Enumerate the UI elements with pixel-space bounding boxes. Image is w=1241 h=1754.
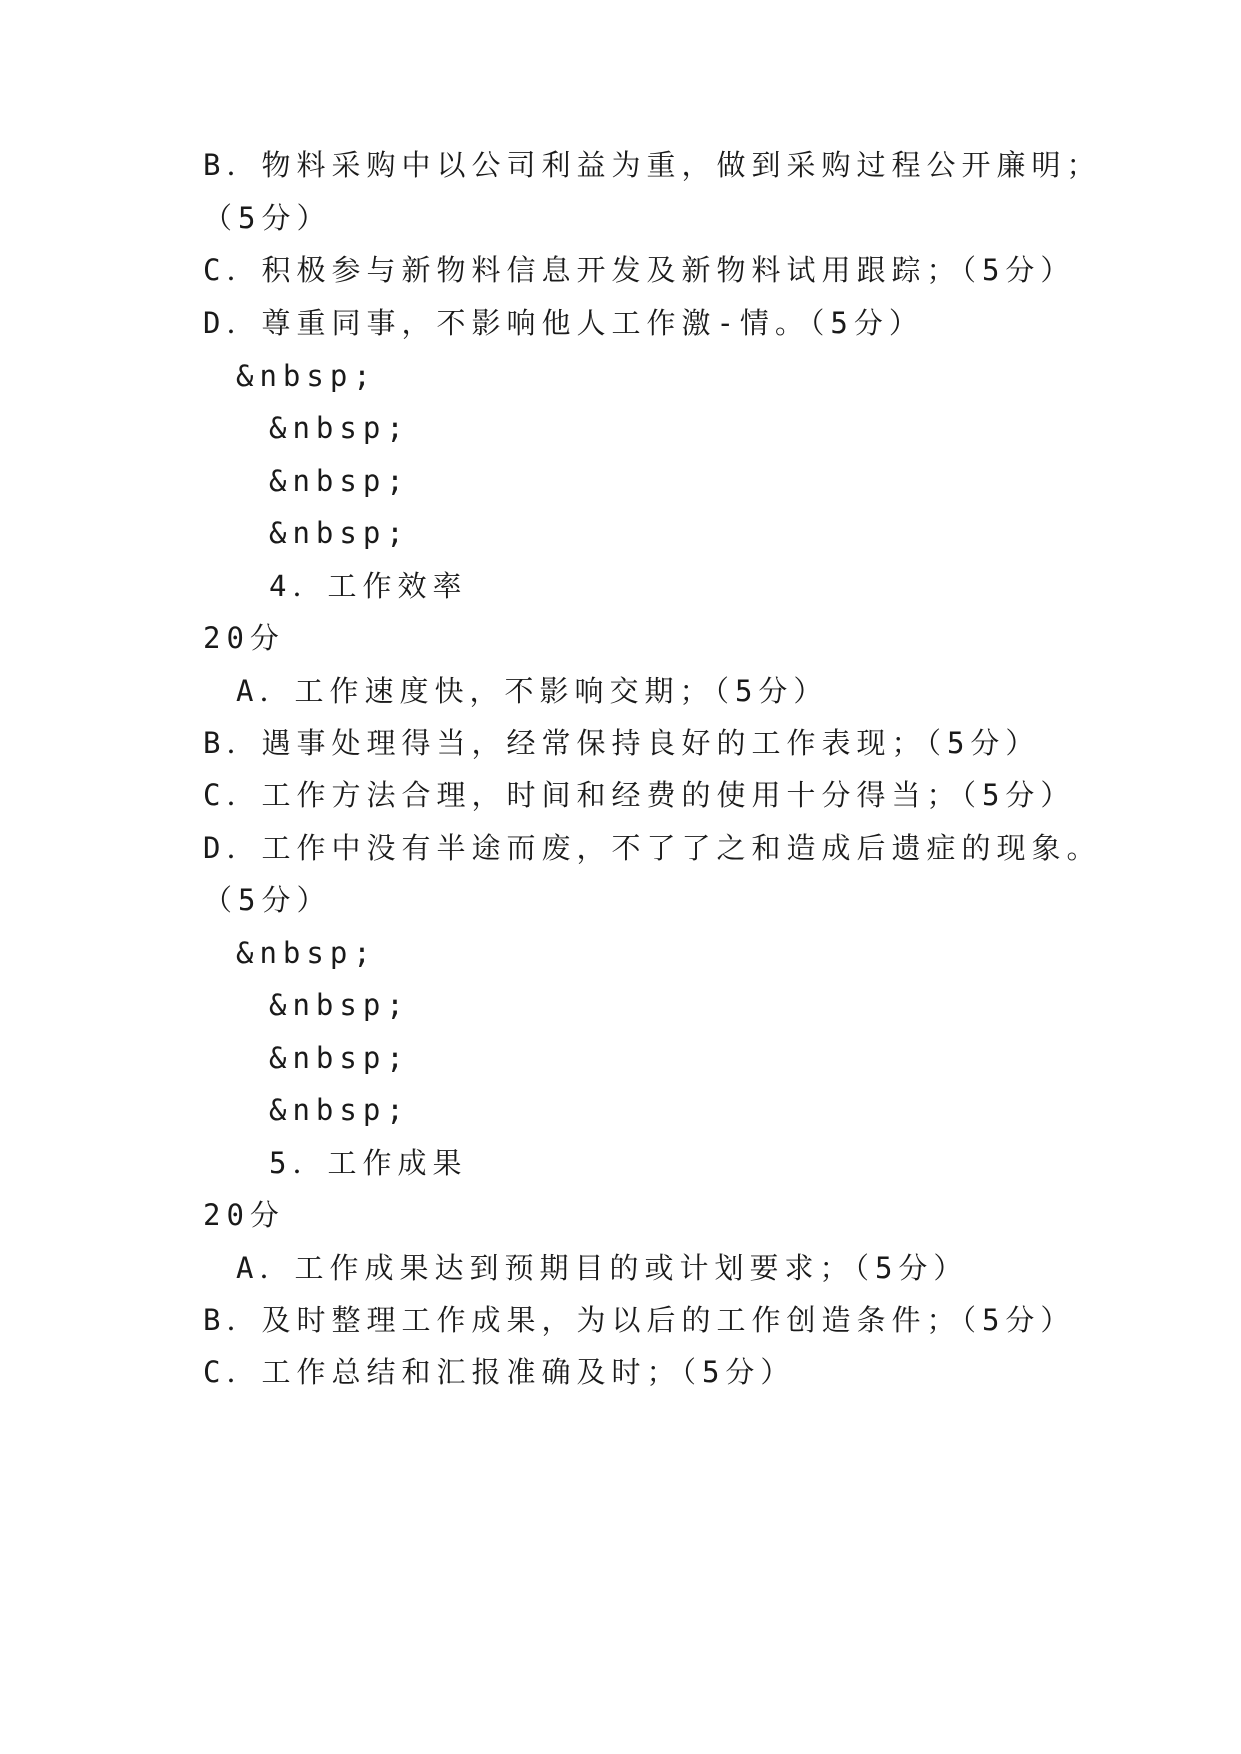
text-line-nbsp: &nbsp; (236, 936, 377, 970)
text-line-criterion-b-handling: B．遇事处理得当，经常保持良好的工作表现；（5分） (203, 726, 1041, 760)
section-score: 20分 (203, 1198, 285, 1232)
text-line-nbsp: &nbsp; (269, 1093, 410, 1127)
text-line-nbsp: &nbsp; (269, 464, 410, 498)
text-line-nbsp: &nbsp; (236, 359, 377, 393)
text-line-criterion-c-method: C．工作方法合理，时间和经费的使用十分得当；（5分） (203, 778, 1076, 812)
text-line-criterion-d-colleagues: D．尊重同事，不影响他人工作激-情。（5分） (203, 306, 924, 340)
text-line-nbsp: &nbsp; (269, 516, 410, 550)
text-line-criterion-b-purchasing: B．物料采购中以公司利益为重，做到采购过程公开廉明； (203, 148, 1102, 182)
text-line-score: （5分） (203, 883, 332, 917)
text-line-score: （5分） (203, 201, 332, 235)
section-heading-results: 5．工作成果 (269, 1146, 468, 1180)
text-line-criterion-a-speed: A．工作速度快，不影响交期；（5分） (236, 674, 829, 708)
text-line-criterion-d-completion: D．工作中没有半途而废，不了了之和造成后遗症的现象。 (203, 831, 1102, 865)
text-line-criterion-c-report: C．工作总结和汇报准确及时；（5分） (203, 1355, 796, 1389)
text-line-criterion-c-materials: C．积极参与新物料信息开发及新物料试用跟踪；（5分） (203, 253, 1076, 287)
text-line-nbsp: &nbsp; (269, 1041, 410, 1075)
section-heading-efficiency: 4．工作效率 (269, 569, 468, 603)
section-score: 20分 (203, 621, 285, 655)
text-line-criterion-b-organize: B．及时整理工作成果，为以后的工作创造条件；（5分） (203, 1303, 1076, 1337)
text-line-nbsp: &nbsp; (269, 988, 410, 1022)
text-line-nbsp: &nbsp; (269, 411, 410, 445)
text-line-criterion-a-goals: A．工作成果达到预期目的或计划要求；（5分） (236, 1251, 969, 1285)
